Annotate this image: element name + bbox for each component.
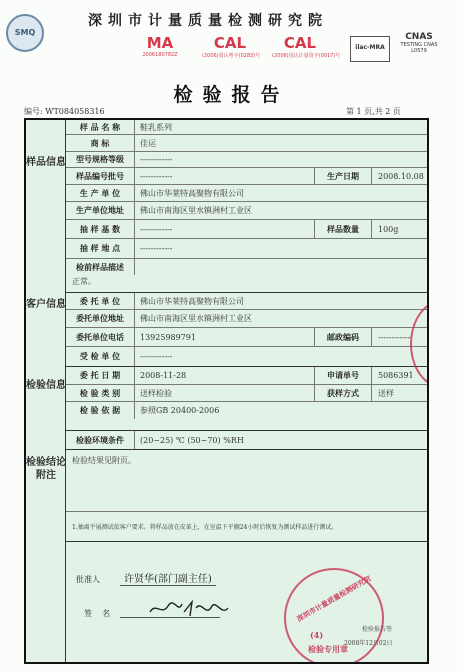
cnas-logo-subtext: TESTING CNAS L0579 xyxy=(400,42,438,54)
section-sample-label: 样品信息 xyxy=(26,157,66,168)
ilac-mra-logo: ilac-MRA xyxy=(350,36,390,62)
cal-mark-1 xyxy=(202,34,261,64)
report-number: 编号: WT084058316 xyxy=(24,107,105,116)
row-value: 佛山市华莱特高聚物有限公司 xyxy=(140,296,244,306)
remark-area xyxy=(66,512,427,542)
row-label-2: 生产日期 xyxy=(314,168,372,184)
row-value: 佛山市华莱特高聚物有限公司 xyxy=(140,188,244,198)
section-sample xyxy=(26,120,66,293)
cal-mark-2-symbol: CAL xyxy=(283,34,317,52)
cma-mark-code: 2006180782Z xyxy=(142,52,178,58)
report-form xyxy=(24,118,429,664)
row-value: 鞋乳系列 xyxy=(140,122,172,132)
row-value-2: ------------ xyxy=(378,332,411,342)
cal-mark-2 xyxy=(272,34,341,64)
row-value: ------------ xyxy=(140,155,173,164)
row-inspection-basis xyxy=(66,402,427,431)
section-conclusion-label: 检验结论附注 xyxy=(26,457,66,481)
row-value-2: 100g xyxy=(378,224,399,234)
row-label: 样品编号批号 xyxy=(66,168,135,184)
section-inspection xyxy=(26,367,66,450)
row-sampling-location xyxy=(66,239,427,259)
row-label-2: 样品数量 xyxy=(314,220,372,238)
row-trademark xyxy=(66,135,427,152)
row-value: 佳运 xyxy=(140,138,156,148)
cma-mark xyxy=(132,34,188,64)
stamp-date-label: 检验报告签 xyxy=(362,626,393,633)
row-value: 送样检验 xyxy=(140,388,172,398)
row-label: 样 品 名 称 xyxy=(66,120,135,134)
row-commission-date xyxy=(66,367,427,385)
cal-mark-1-code: (2006)质认粤字(0283)号 xyxy=(202,53,261,59)
stamp-mark: (4) xyxy=(310,630,324,640)
section-client-label: 客户信息 xyxy=(26,299,66,310)
handwritten-signature xyxy=(148,598,238,620)
row-environment xyxy=(66,431,427,450)
row-value: ------------ xyxy=(140,171,173,181)
row-label-2: 邮政编码 xyxy=(314,328,372,346)
row-manufacturer-address xyxy=(66,202,427,220)
page-info: 第 1 页,共 2 页 xyxy=(346,107,401,116)
row-label: 检 验 依 据 xyxy=(66,402,135,419)
smq-logo-text: SMQ xyxy=(14,28,36,37)
stamp-sub-text: 检验专用章 xyxy=(308,644,348,654)
row-sample-name xyxy=(66,120,427,135)
row-label: 检前样品描述 xyxy=(66,259,135,275)
remark-text: 1.抽离平展测试依客户要求。将样品放在皮革上，在室温下平搁24小时后恢复为测试样品进行测试。 xyxy=(72,524,338,531)
approver-label: 批准人 xyxy=(76,575,100,584)
section-conclusion xyxy=(26,450,66,662)
row-label-2: 申请单号 xyxy=(314,367,372,384)
row-label: 检验环境条件 xyxy=(66,431,135,449)
row-client-phone xyxy=(66,328,427,347)
row-label: 委 托 日 期 xyxy=(66,367,135,384)
conclusion-text: 检验结果见附页。 xyxy=(72,455,136,465)
row-label: 受 检 单 位 xyxy=(66,347,135,366)
conclusion-area xyxy=(66,450,427,512)
row-value: 参照GB 20400-2006 xyxy=(140,406,220,415)
cal-mark-2-code: (2006)国认计量资字(0017)号 xyxy=(272,53,341,59)
row-sample-batch xyxy=(66,168,427,185)
row-label: 委托单位地址 xyxy=(66,310,135,327)
row-sampling-base xyxy=(66,220,427,239)
row-value: ------------ xyxy=(140,244,173,253)
row-value: 佛山市南海区里水镇洲村工业区 xyxy=(140,206,252,215)
row-label: 生产单位地址 xyxy=(66,202,135,219)
row-label: 型号规格等级 xyxy=(66,152,135,167)
row-label: 商 标 xyxy=(66,135,135,151)
section-client xyxy=(26,293,66,367)
row-value-2: 2008.10.08 xyxy=(378,171,424,181)
cnas-logo xyxy=(394,32,444,62)
cal-mark-1-symbol: CAL xyxy=(213,34,247,52)
row-value: 2008-11-28 xyxy=(140,371,187,380)
row-value: (20~25) ℃ (50~70) %RH xyxy=(140,435,244,445)
row-model-spec xyxy=(66,152,427,168)
row-label: 检 验 类 别 xyxy=(66,385,135,401)
row-inspected-unit xyxy=(66,347,427,367)
stamp-date: 2008年12月02日 xyxy=(344,640,393,647)
row-value: 佛山市南海区里水镇洲村工业区 xyxy=(140,314,252,323)
row-client-address xyxy=(66,310,427,328)
row-label: 委 托 单 位 xyxy=(66,293,135,309)
row-label: 生 产 单 位 xyxy=(66,185,135,201)
section-inspection-label: 检验信息 xyxy=(26,380,66,391)
smq-logo xyxy=(6,14,44,52)
organization-name: 深圳市计量质量检测研究院 xyxy=(88,13,328,29)
row-value: 正常。 xyxy=(72,276,96,286)
row-value: ------------ xyxy=(140,224,173,234)
row-manufacturer xyxy=(66,185,427,202)
signer-label: 签 名 xyxy=(84,609,111,618)
stamp-org-text: 深圳市计量质量检测研究院 xyxy=(295,573,373,624)
cma-mark-symbol: MA xyxy=(146,34,174,52)
row-label-2: 获样方式 xyxy=(314,385,372,401)
row-value-2: 5086391 xyxy=(378,371,414,380)
row-client xyxy=(66,293,427,310)
row-value-2: 送样 xyxy=(378,388,394,398)
document-title: 检验报告 xyxy=(173,84,290,106)
approver-name: 许贤华(部门副主任) xyxy=(120,570,216,586)
row-value: ------------ xyxy=(140,352,173,361)
row-label: 委托单位电话 xyxy=(66,328,135,346)
cnas-logo-text: CNAS xyxy=(405,32,433,42)
row-inspection-type xyxy=(66,385,427,402)
row-sample-description xyxy=(66,259,427,293)
row-label: 抽 样 地 点 xyxy=(66,239,135,258)
row-label: 抽 样 基 数 xyxy=(66,220,135,238)
row-value: 13925989791 xyxy=(140,332,196,342)
